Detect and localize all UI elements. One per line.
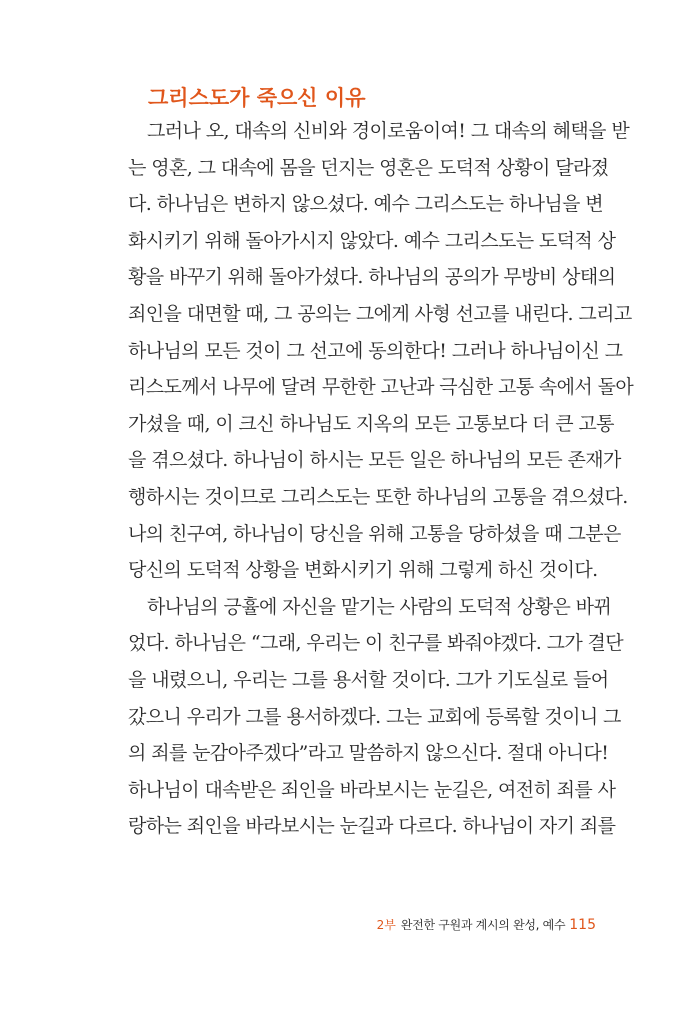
page-footer — [377, 916, 596, 933]
paragraph-2 — [128, 589, 624, 845]
text-line: 화시키기 위해 돌아가시지 않았다. 예수 그리스도는 도덕적 상 — [128, 229, 616, 252]
text-line: 었다. 하나님은 “그래, 우리는 이 친구를 봐줘야겠다. 그가 결단 — [128, 632, 624, 655]
book-running-title: 완전한 구원과 계시의 완성, 예수 — [400, 918, 566, 932]
part-label: 2부 — [376, 918, 396, 932]
text-line: 황을 바꾸기 위해 돌아가셨다. 하나님의 공의가 무방비 상태의 — [128, 266, 616, 289]
paragraph-1 — [128, 113, 634, 589]
text-line: 가셨을 때, 이 크신 하나님도 지옥의 모든 고통보다 더 큰 고통 — [128, 412, 614, 435]
text-line: 리스도께서 나무에 달려 무한한 고난과 극심한 고통 속에서 돌아 — [128, 376, 634, 399]
text-line: 행하시는 것이므로 그리스도는 또한 하나님의 고통을 겪으셨다. — [128, 485, 628, 508]
text-line: 랑하는 죄인을 바라보시는 눈길과 다르다. 하나님이 자기 죄를 — [128, 815, 616, 838]
text-line: 는 영혼, 그 대속에 몸을 던지는 영혼은 도덕적 상황이 달라졌 — [128, 156, 609, 179]
text-line: 하나님이 대속받은 죄인을 바라보시는 눈길은, 여전히 죄를 사 — [128, 778, 616, 801]
page-number: 115 — [569, 917, 596, 933]
body-text — [128, 113, 634, 845]
text-line: 하나님의 모든 것이 그 선고에 동의한다! 그러나 하나님이신 그 — [128, 339, 623, 362]
text-line: 당신의 도덕적 상황을 변화시키기 위해 그렇게 하신 것이다. — [128, 559, 598, 582]
text-line: 의 죄를 눈감아주겠다”라고 말씀하지 않으신다. 절대 아니다! — [128, 742, 609, 765]
section-heading: 그리스도가 죽으신 이유 — [148, 86, 366, 110]
text-line: 그러나 오, 대속의 신비와 경이로움이여! 그 대속의 혜택을 받 — [147, 120, 630, 142]
text-line: 다. 하나님은 변하지 않으셨다. 예수 그리스도는 하나님을 변 — [128, 193, 604, 216]
text-line: 죄인을 대면할 때, 그 공의는 그에게 사형 선고를 내린다. 그리고 — [128, 302, 632, 325]
text-line: 나의 친구여, 하나님이 당신을 위해 고통을 당하셨을 때 그분은 — [128, 522, 621, 545]
text-line: 하나님의 긍휼에 자신을 맡기는 사람의 도덕적 상황은 바뀌 — [147, 595, 612, 618]
text-line: 갔으니 우리가 그를 용서하겠다. 그는 교회에 등록할 것이니 그 — [128, 705, 621, 728]
text-line: 을 내렸으니, 우리는 그를 용서할 것이다. 그가 기도실로 들어 — [128, 668, 609, 691]
text-line: 을 겪으셨다. 하나님이 하시는 모든 일은 하나님의 모든 존재가 — [128, 449, 621, 472]
